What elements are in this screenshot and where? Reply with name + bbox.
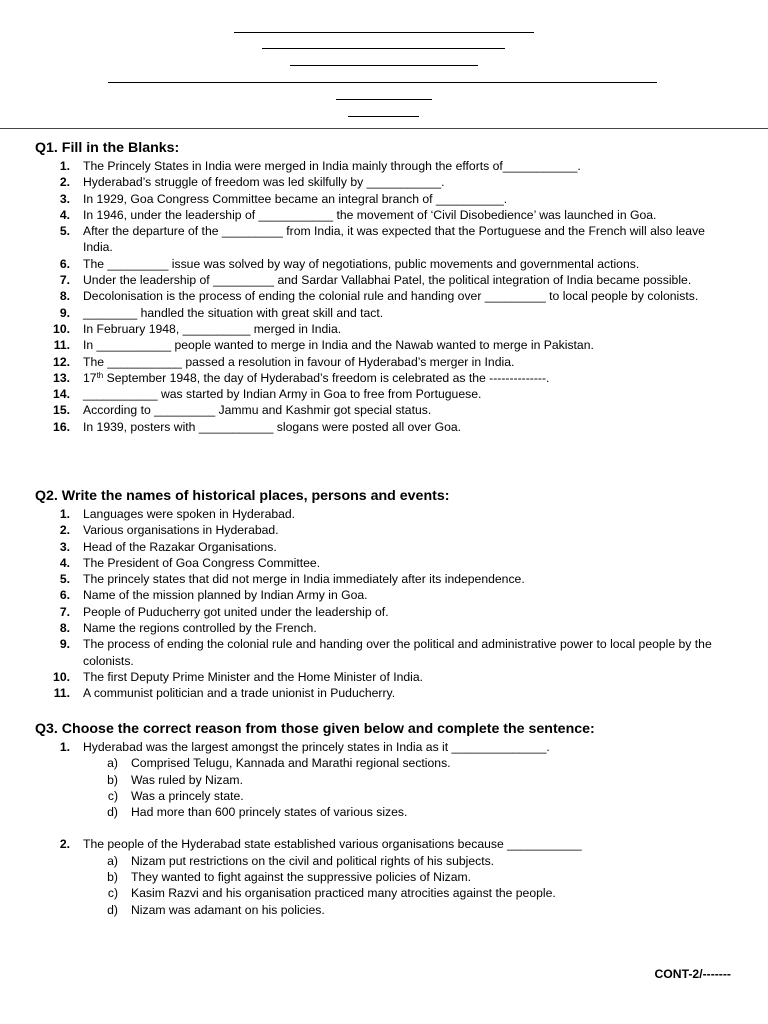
item-text: Various organisations in Hyderabad.: [83, 523, 279, 538]
q1-item: [35, 337, 735, 353]
option-text: Kasim Razvi and his organisation practiced many atrocities against the people.: [131, 886, 556, 901]
item-text: The first Deputy Prime Minister and the Home Minister of India.: [83, 669, 424, 684]
item-text: [83, 371, 549, 385]
option-label: b): [107, 870, 118, 885]
item-number: 6.: [59, 256, 70, 271]
item-number: 1.: [59, 740, 70, 754]
q1-item: [35, 207, 735, 223]
q1-item: [35, 256, 735, 272]
item-number: 1.: [59, 507, 70, 521]
option-list: [83, 755, 735, 820]
q1-list: [35, 158, 735, 435]
item-text: The Princely States in India were merged in India mainly through the efforts of___________.: [83, 159, 581, 173]
header-blank-line-3: [290, 65, 478, 66]
option-text: Nizam was adamant on his policies.: [131, 902, 325, 917]
item-number: 13.: [53, 370, 70, 385]
item-text: The princely states that did not merge in India immediately after its independence.: [83, 572, 525, 587]
q1-item: [35, 158, 735, 174]
q1-item: [35, 223, 735, 256]
q2-item: [35, 555, 735, 571]
item-text: In February 1948, __________ merged in India.: [83, 321, 342, 336]
q2-item: [35, 620, 735, 636]
item-number: 16.: [53, 419, 70, 434]
item-text-prefix: 17: [83, 370, 97, 385]
question-spacer: [83, 820, 735, 836]
option-item: [83, 755, 735, 771]
option-text: Was ruled by Nizam.: [131, 772, 243, 787]
q2-item: [35, 522, 735, 538]
q1-item: [35, 321, 735, 337]
option-text: They wanted to fight against the suppressive policies of Nizam.: [131, 870, 472, 885]
q1-item: [35, 370, 735, 386]
item-text: After the departure of the _________ from India, it was expected that the Portuguese and the French will also leave India.: [83, 224, 705, 255]
item-text: Decolonisation is the process of ending the colonial rule and handing over _________ to local people by colonists.: [83, 289, 699, 304]
item-text: A communist politician and a trade unionist in Puducherry.: [83, 686, 396, 701]
item-number: 3.: [59, 539, 70, 554]
item-text: Hyderabad was the largest amongst the princely states in India as it ______________.: [83, 740, 550, 754]
item-text: The _________ issue was solved by way of negotiations, public movements and governmental actions.: [83, 256, 640, 271]
q3-item: [35, 836, 735, 917]
item-text: Languages were spoken in Hyderabad.: [83, 507, 296, 521]
item-number: 7.: [59, 604, 70, 619]
header-blank-line-1: [234, 32, 534, 33]
item-text: Hyderabad’s struggle of freedom was led skilfully by ___________.: [83, 175, 445, 190]
option-label: b): [107, 772, 118, 787]
q1-item: [35, 191, 735, 207]
q2-item: [35, 636, 735, 669]
item-text: The people of the Hyderabad state established various organisations because ___________: [83, 837, 582, 852]
item-number: 6.: [59, 588, 70, 603]
q2-section: [35, 486, 735, 702]
q3-list: [35, 739, 735, 918]
option-item: [83, 885, 735, 901]
item-number: 10.: [53, 321, 70, 336]
q1-section: [35, 138, 735, 435]
q1-item: [35, 402, 735, 418]
item-text: Name the regions controlled by the French.: [83, 621, 317, 636]
item-text: According to _________ Jammu and Kashmir got special status.: [83, 403, 432, 418]
option-label: d): [107, 805, 118, 820]
item-number: 2.: [59, 837, 70, 852]
item-number: 2.: [59, 175, 70, 190]
q1-item: [35, 354, 735, 370]
item-number: 8.: [59, 621, 70, 636]
q2-item: [35, 506, 735, 522]
item-number: 8.: [59, 289, 70, 304]
option-text: Had more than 600 princely states of various sizes.: [131, 805, 408, 820]
item-number: 7.: [59, 273, 70, 288]
item-number: 10.: [53, 669, 70, 684]
option-label: c): [107, 788, 118, 803]
q2-item: [35, 587, 735, 603]
item-text-superscript: th: [96, 370, 104, 380]
item-number: 11.: [53, 686, 70, 701]
header-blank-line-6: [348, 116, 419, 117]
q2-title: Q2. Write the names of historical places, persons and events:: [35, 488, 450, 504]
item-text: People of Puducherry got united under the leadership of.: [83, 604, 389, 619]
option-label: d): [107, 902, 118, 917]
item-text: In ___________ people wanted to merge in India and the Nawab wanted to merge in Pakistan.: [83, 338, 594, 353]
option-item: [83, 804, 735, 820]
option-text: Nizam put restrictions on the civil and political rights of his subjects.: [131, 853, 495, 868]
item-number: 14.: [53, 387, 70, 402]
option-label: a): [107, 853, 118, 868]
q2-item: [35, 685, 735, 701]
item-number: 3.: [59, 191, 70, 206]
item-text: Under the leadership of _________ and Sardar Vallabhai Patel, the political integration of India became possible.: [83, 273, 692, 288]
item-number: 5.: [59, 572, 70, 587]
item-text: The President of Goa Congress Committee.: [83, 555, 321, 570]
header-divider: [0, 128, 768, 129]
item-text: Name of the mission planned by Indian Army in Goa.: [83, 588, 368, 603]
option-item: [83, 772, 735, 788]
item-number: 2.: [59, 523, 70, 538]
item-number: 4.: [59, 555, 70, 570]
item-text: In 1929, Goa Congress Committee became an integral branch of __________.: [83, 191, 508, 206]
option-label: a): [107, 756, 118, 771]
q1-item: [35, 419, 735, 435]
option-text: Was a princely state.: [131, 788, 244, 803]
q2-item: [35, 571, 735, 587]
item-text: In 1946, under the leadership of ___________ the movement of ‘Civil Disobedience’ was launched in Goa.: [83, 207, 657, 222]
item-text: In 1939, posters with ___________ slogans were posted all over Goa.: [83, 419, 462, 434]
option-item: [83, 853, 735, 869]
option-item: [83, 869, 735, 885]
option-item: [83, 902, 735, 918]
item-number: 15.: [53, 403, 70, 418]
item-number: 9.: [59, 305, 70, 320]
option-text: Comprised Telugu, Kannada and Marathi regional sections.: [131, 756, 451, 771]
item-text: ________ handled the situation with great skill and tact.: [83, 305, 384, 320]
header-blank-line-2: [262, 48, 505, 49]
q2-item: [35, 539, 735, 555]
item-number: 11.: [53, 338, 70, 353]
option-item: [83, 788, 735, 804]
item-text: ___________ was started by Indian Army in Goa to free from Portuguese.: [83, 387, 482, 402]
header-blank-line-5: [336, 99, 432, 100]
item-number: 12.: [53, 354, 70, 369]
item-text: The ___________ passed a resolution in favour of Hyderabad’s merger in India.: [83, 354, 515, 369]
q1-item: [35, 305, 735, 321]
item-text: The process of ending the colonial rule and handing over the political and administrative power to local people by the colonists.: [83, 637, 712, 668]
item-number: 4.: [59, 207, 70, 222]
q1-title: Q1. Fill in the Blanks:: [35, 140, 180, 156]
q2-list: [35, 506, 735, 702]
item-number: 9.: [59, 637, 70, 652]
q2-item: [35, 604, 735, 620]
option-label: c): [107, 886, 118, 901]
q1-item: [35, 272, 735, 288]
q3-section: [35, 719, 735, 918]
option-list: [83, 853, 735, 918]
q1-item: [35, 288, 735, 304]
continuation-note: CONT-2/-------: [654, 967, 731, 981]
header-blank-line-4: [108, 82, 657, 83]
q2-item: [35, 669, 735, 685]
q3-title: Q3. Choose the correct reason from those given below and complete the sentence:: [35, 721, 595, 737]
item-text-rest: September 1948, the day of Hyderabad’s freedom is celebrated as the --------------.: [103, 370, 550, 385]
q1-item: [35, 174, 735, 190]
item-text: Head of the Razakar Organisations.: [83, 539, 277, 554]
q3-item: [35, 739, 735, 836]
q1-item: [35, 386, 735, 402]
item-number: 1.: [59, 159, 70, 173]
item-number: 5.: [59, 224, 70, 239]
